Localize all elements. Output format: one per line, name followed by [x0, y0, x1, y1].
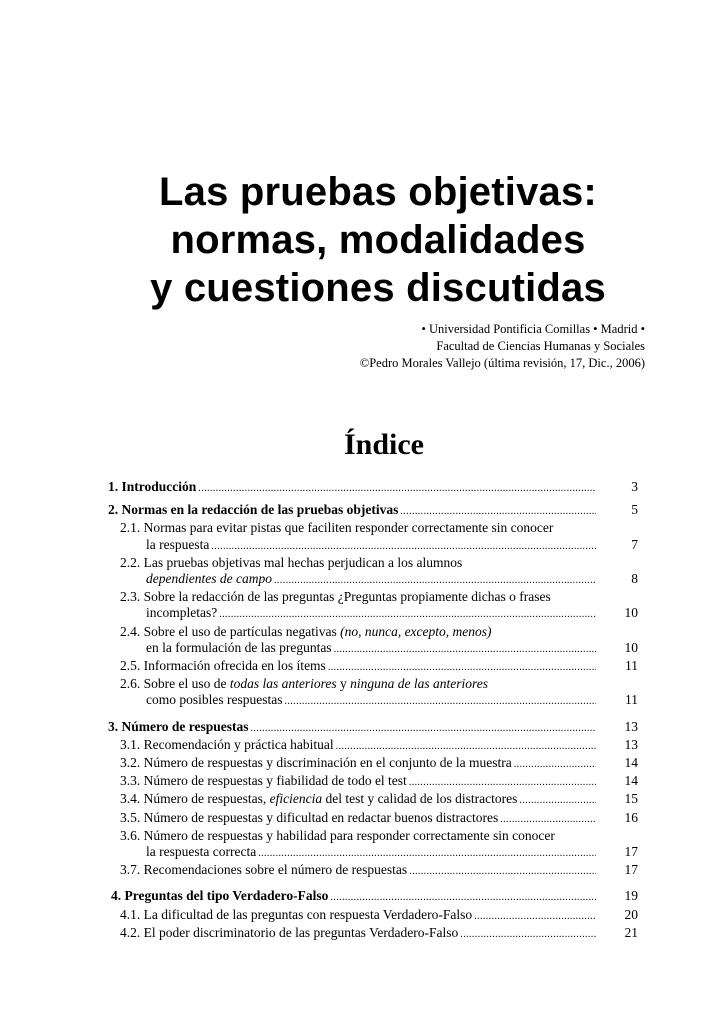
toc-page-number: 16 [624, 809, 638, 825]
toc-text-italic: eficiencia [269, 791, 323, 807]
toc-page-number: 19 [624, 888, 638, 904]
table-of-contents [108, 479, 638, 948]
toc-entry-text: 3.5. Número de respuestas y dificultad en redactar buenos distractores [120, 809, 499, 825]
toc-entry-text-line1: 2.1. Normas para evitar pistas que faciliten responder correctamente sin conocer [120, 520, 554, 536]
toc-section-1 [108, 479, 638, 497]
index-heading: Índice [343, 428, 424, 461]
title-line-1: Las pruebas objetivas: [159, 170, 597, 214]
toc-dot-leader [258, 844, 596, 862]
toc-page-number: 11 [625, 692, 638, 708]
toc-entry-4-2[interactable] [108, 925, 638, 943]
toc-dot-leader [400, 502, 596, 520]
toc-page-number: 8 [631, 571, 638, 587]
toc-entry-1[interactable] [108, 479, 638, 497]
toc-entry-3-4[interactable] [108, 791, 638, 809]
toc-page-number: 3 [631, 479, 638, 494]
toc-entry-3-7[interactable] [108, 862, 638, 880]
toc-text-part: 2.6. Sobre el uso de [120, 676, 230, 692]
toc-entry-text: dependientes de campo [146, 571, 272, 587]
toc-dot-leader [211, 537, 596, 555]
toc-page-number: 17 [624, 862, 638, 878]
toc-page-number: 7 [631, 536, 638, 552]
toc-dot-leader [474, 907, 596, 925]
toc-entry-text-line1: 3.6. Número de respuestas y habilidad para responder correctamente sin conocer [120, 827, 555, 843]
toc-text-italic: todas las anteriores [229, 676, 337, 692]
toc-entry-3-5[interactable] [108, 810, 638, 828]
title-line-2: normas, modalidades [170, 218, 586, 262]
toc-entry-text: 4.2. El poder discriminatorio de las preguntas Verdadero-Falso [120, 924, 459, 940]
toc-section-3 [108, 719, 638, 881]
toc-entry-text: 2. Normas en la redacción de las pruebas objetivas [108, 502, 399, 518]
toc-dot-leader [409, 862, 596, 880]
toc-entry-text: incompletas? [146, 605, 218, 621]
toc-entry-text: la respuesta correcta [146, 844, 257, 860]
toc-entry-2-2[interactable] [108, 555, 638, 589]
affiliation-university: • Universidad Pontificia Comillas • Madrid • [421, 322, 645, 336]
toc-entry-text-line1: 2.2. Las pruebas objetivas mal hechas perjudican a los alumnos [120, 554, 463, 570]
toc-entry-text [120, 791, 517, 807]
toc-page-number: 17 [624, 844, 638, 860]
toc-page-number: 14 [624, 755, 638, 771]
toc-dot-leader [460, 925, 596, 943]
toc-text-italic: ninguna de las anteriores [350, 676, 488, 692]
toc-entry-3[interactable] [108, 719, 638, 737]
toc-dot-leader [328, 658, 596, 676]
toc-entry-text: 3.7. Recomendaciones sobre el número de respuestas [120, 862, 408, 878]
toc-entry-4-1[interactable] [108, 907, 638, 925]
affiliation-author: ©Pedro Morales Vallejo (última revisión, 17, Dic., 2006) [359, 356, 645, 370]
affiliation-faculty: Facultad de Ciencias Humanas y Sociales [436, 339, 645, 353]
toc-entry-text: 3.3. Número de respuestas y fiabilidad de todo el test [120, 773, 407, 789]
toc-entry-text: la respuesta [146, 536, 210, 552]
toc-page-number: 14 [624, 773, 638, 789]
toc-entry-text: 2.5. Información ofrecida en los ítems [120, 658, 326, 674]
toc-entry-2-6[interactable] [108, 676, 638, 710]
toc-entry-3-3[interactable] [108, 773, 638, 791]
affiliation-block [360, 321, 645, 372]
toc-page-number: 5 [631, 502, 638, 518]
toc-dot-leader [334, 640, 596, 658]
toc-entry-text-line1 [120, 676, 638, 692]
toc-entry-text: 1. Introducción [108, 479, 197, 494]
toc-entry-text: 3.1. Recomendación y práctica habitual [120, 736, 334, 752]
toc-entry-text: 4. Preguntas del tipo Verdadero-Falso [111, 888, 329, 904]
toc-section-4 [108, 888, 638, 943]
toc-entry-2-1[interactable] [108, 520, 638, 554]
toc-page-number: 13 [624, 736, 638, 752]
toc-dot-leader [219, 605, 596, 623]
toc-entry-3-6[interactable] [108, 828, 638, 862]
toc-dot-leader [198, 479, 596, 497]
toc-page-number: 20 [624, 906, 638, 922]
toc-entry-text: en la formulación de las preguntas [146, 639, 332, 655]
toc-text-part: 2.4. Sobre el uso de partículas negativas [120, 623, 341, 639]
toc-entry-2-5[interactable] [108, 658, 638, 676]
toc-entry-3-1[interactable] [108, 737, 638, 755]
toc-dot-leader [251, 719, 597, 737]
toc-page-number: 10 [624, 605, 638, 621]
toc-entry-2[interactable] [108, 502, 638, 520]
toc-entry-text-line1: 2.3. Sobre la redacción de las preguntas ¿Preguntas propiamente dichas o frases [120, 589, 551, 605]
toc-page-number: 15 [624, 791, 638, 807]
toc-entry-2-4[interactable] [108, 624, 638, 658]
toc-dot-leader [330, 888, 596, 906]
toc-dot-leader [500, 810, 596, 828]
toc-entry-4[interactable] [108, 888, 638, 906]
toc-dot-leader [409, 773, 596, 791]
toc-entry-2-3[interactable] [108, 589, 638, 623]
toc-dot-leader [519, 791, 596, 809]
document-title [0, 168, 728, 312]
toc-text-part: y [336, 676, 351, 692]
title-line-3: y cuestiones discutidas [150, 266, 606, 310]
toc-dot-leader [514, 755, 596, 773]
toc-page-number: 10 [624, 639, 638, 655]
toc-text-part: 3.4. Número de respuestas, [120, 791, 270, 807]
toc-dot-leader [274, 571, 596, 589]
toc-text-part: del test y calidad de los distractores [322, 791, 518, 807]
toc-entry-text-line1 [120, 624, 638, 640]
toc-text-italic: (no, nunca, excepto, menos) [340, 623, 492, 639]
toc-entry-text: 4.1. La dificultad de las preguntas con respuesta Verdadero-Falso [120, 906, 473, 922]
toc-section-2 [108, 502, 638, 710]
toc-entry-text: 3.2. Número de respuestas y discriminación en el conjunto de la muestra [120, 755, 512, 771]
toc-dot-leader [284, 692, 596, 710]
toc-page-number: 21 [624, 924, 638, 940]
toc-page-number: 13 [624, 718, 638, 734]
toc-dot-leader [336, 737, 596, 755]
toc-entry-text: como posibles respuestas [146, 692, 283, 708]
toc-entry-3-2[interactable] [108, 755, 638, 773]
toc-entry-text: 3. Número de respuestas [108, 718, 249, 734]
toc-page-number: 11 [625, 658, 638, 674]
